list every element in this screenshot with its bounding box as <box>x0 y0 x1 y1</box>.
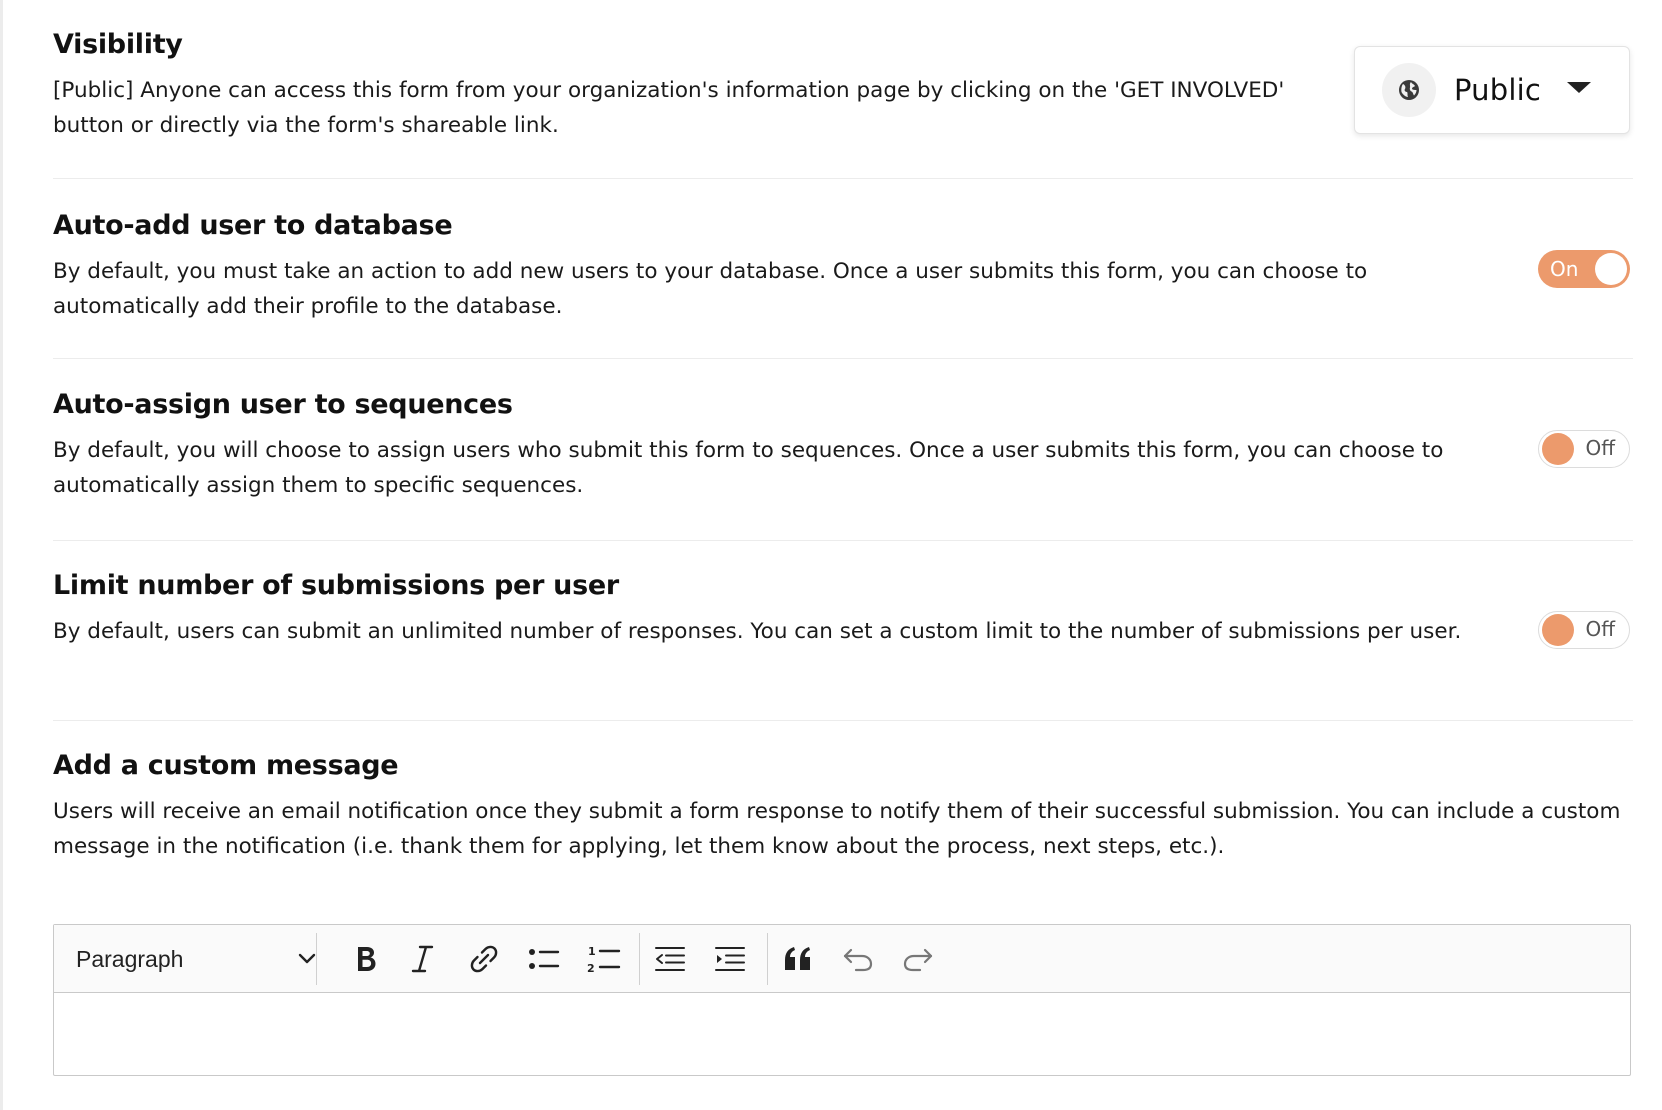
chevron-down-icon <box>298 953 316 965</box>
visibility-value: Public <box>1454 73 1542 107</box>
auto-assign-title: Auto-assign user to sequences <box>53 389 513 420</box>
custom-message-description: Users will receive an email notification once they submit a form response to notify them of their successful submission. You can include a custom message in the notification (i.e. thank them for applying, let them know about the process, next steps, etc.). <box>53 799 1621 859</box>
toggle-knob <box>1542 614 1574 646</box>
page-left-border <box>0 0 3 1110</box>
visibility-description: [Public] Anyone can access this form from your organization's information page by clicking on the 'GET INVOLVED' button or directly via the form's shareable link. <box>53 78 1285 138</box>
toolbar-separator <box>316 933 317 985</box>
bulleted-list-icon <box>528 945 560 973</box>
limit-description: By default, users can submit an unlimited number of responses. You can set a custom limit to the number of submissions per user. <box>53 619 1462 644</box>
limit-section <box>53 569 1513 649</box>
editor-content-area[interactable] <box>54 993 1630 1075</box>
auto-add-toggle-label: On <box>1550 257 1579 281</box>
auto-assign-toggle-label: Off <box>1585 436 1615 460</box>
bold-icon <box>353 944 379 974</box>
visibility-section <box>53 28 1293 143</box>
blockquote-icon <box>783 946 813 972</box>
auto-assign-description: By default, you will choose to assign users who submit this form to sequences. Once a user submits this form, you can choose to automatically assign them to specific sequences. <box>53 438 1444 498</box>
svg-text:2: 2 <box>587 962 595 974</box>
auto-assign-toggle[interactable] <box>1538 430 1630 468</box>
custom-message-section <box>53 749 1633 864</box>
divider <box>53 358 1633 359</box>
editor-toolbar <box>54 925 1630 993</box>
caret-down-icon <box>1567 82 1591 93</box>
blockquote-button[interactable] <box>772 925 824 993</box>
italic-icon <box>410 944 434 974</box>
auto-assign-section <box>53 388 1493 503</box>
auto-add-toggle[interactable] <box>1538 250 1630 288</box>
undo-icon <box>842 946 874 972</box>
link-button[interactable] <box>458 925 510 993</box>
visibility-dropdown[interactable] <box>1354 46 1630 134</box>
bulleted-list-button[interactable] <box>518 925 570 993</box>
indent-icon <box>714 945 746 973</box>
toggle-knob <box>1542 433 1574 465</box>
numbered-list-button[interactable] <box>578 925 630 993</box>
rich-text-editor <box>53 924 1631 1076</box>
link-icon <box>469 944 499 974</box>
auto-add-section <box>53 209 1493 324</box>
numbered-list-icon <box>587 944 621 974</box>
italic-button[interactable] <box>396 925 448 993</box>
divider <box>53 540 1633 541</box>
block-style-label: Paragraph <box>76 945 184 972</box>
custom-message-title: Add a custom message <box>53 750 399 781</box>
outdent-icon <box>654 945 686 973</box>
visibility-title: Visibility <box>53 29 183 60</box>
limit-toggle[interactable] <box>1538 611 1630 649</box>
indent-button[interactable] <box>704 925 756 993</box>
divider <box>53 720 1633 721</box>
bold-button[interactable] <box>340 925 392 993</box>
auto-add-title: Auto-add user to database <box>53 210 453 241</box>
auto-add-description: By default, you must take an action to add new users to your database. Once a user submits this form, you can choose to automatically add their profile to the database. <box>53 259 1368 319</box>
divider <box>53 178 1633 179</box>
toolbar-separator <box>639 933 640 985</box>
toggle-knob <box>1595 253 1627 285</box>
undo-button[interactable] <box>832 925 884 993</box>
block-style-select[interactable] <box>54 925 316 993</box>
limit-toggle-label: Off <box>1585 617 1615 641</box>
toolbar-separator <box>767 933 768 985</box>
outdent-button[interactable] <box>644 925 696 993</box>
redo-button[interactable] <box>892 925 944 993</box>
limit-title: Limit number of submissions per user <box>53 570 619 601</box>
globe-icon <box>1382 63 1436 117</box>
redo-icon <box>902 946 934 972</box>
svg-text:1: 1 <box>588 945 596 958</box>
